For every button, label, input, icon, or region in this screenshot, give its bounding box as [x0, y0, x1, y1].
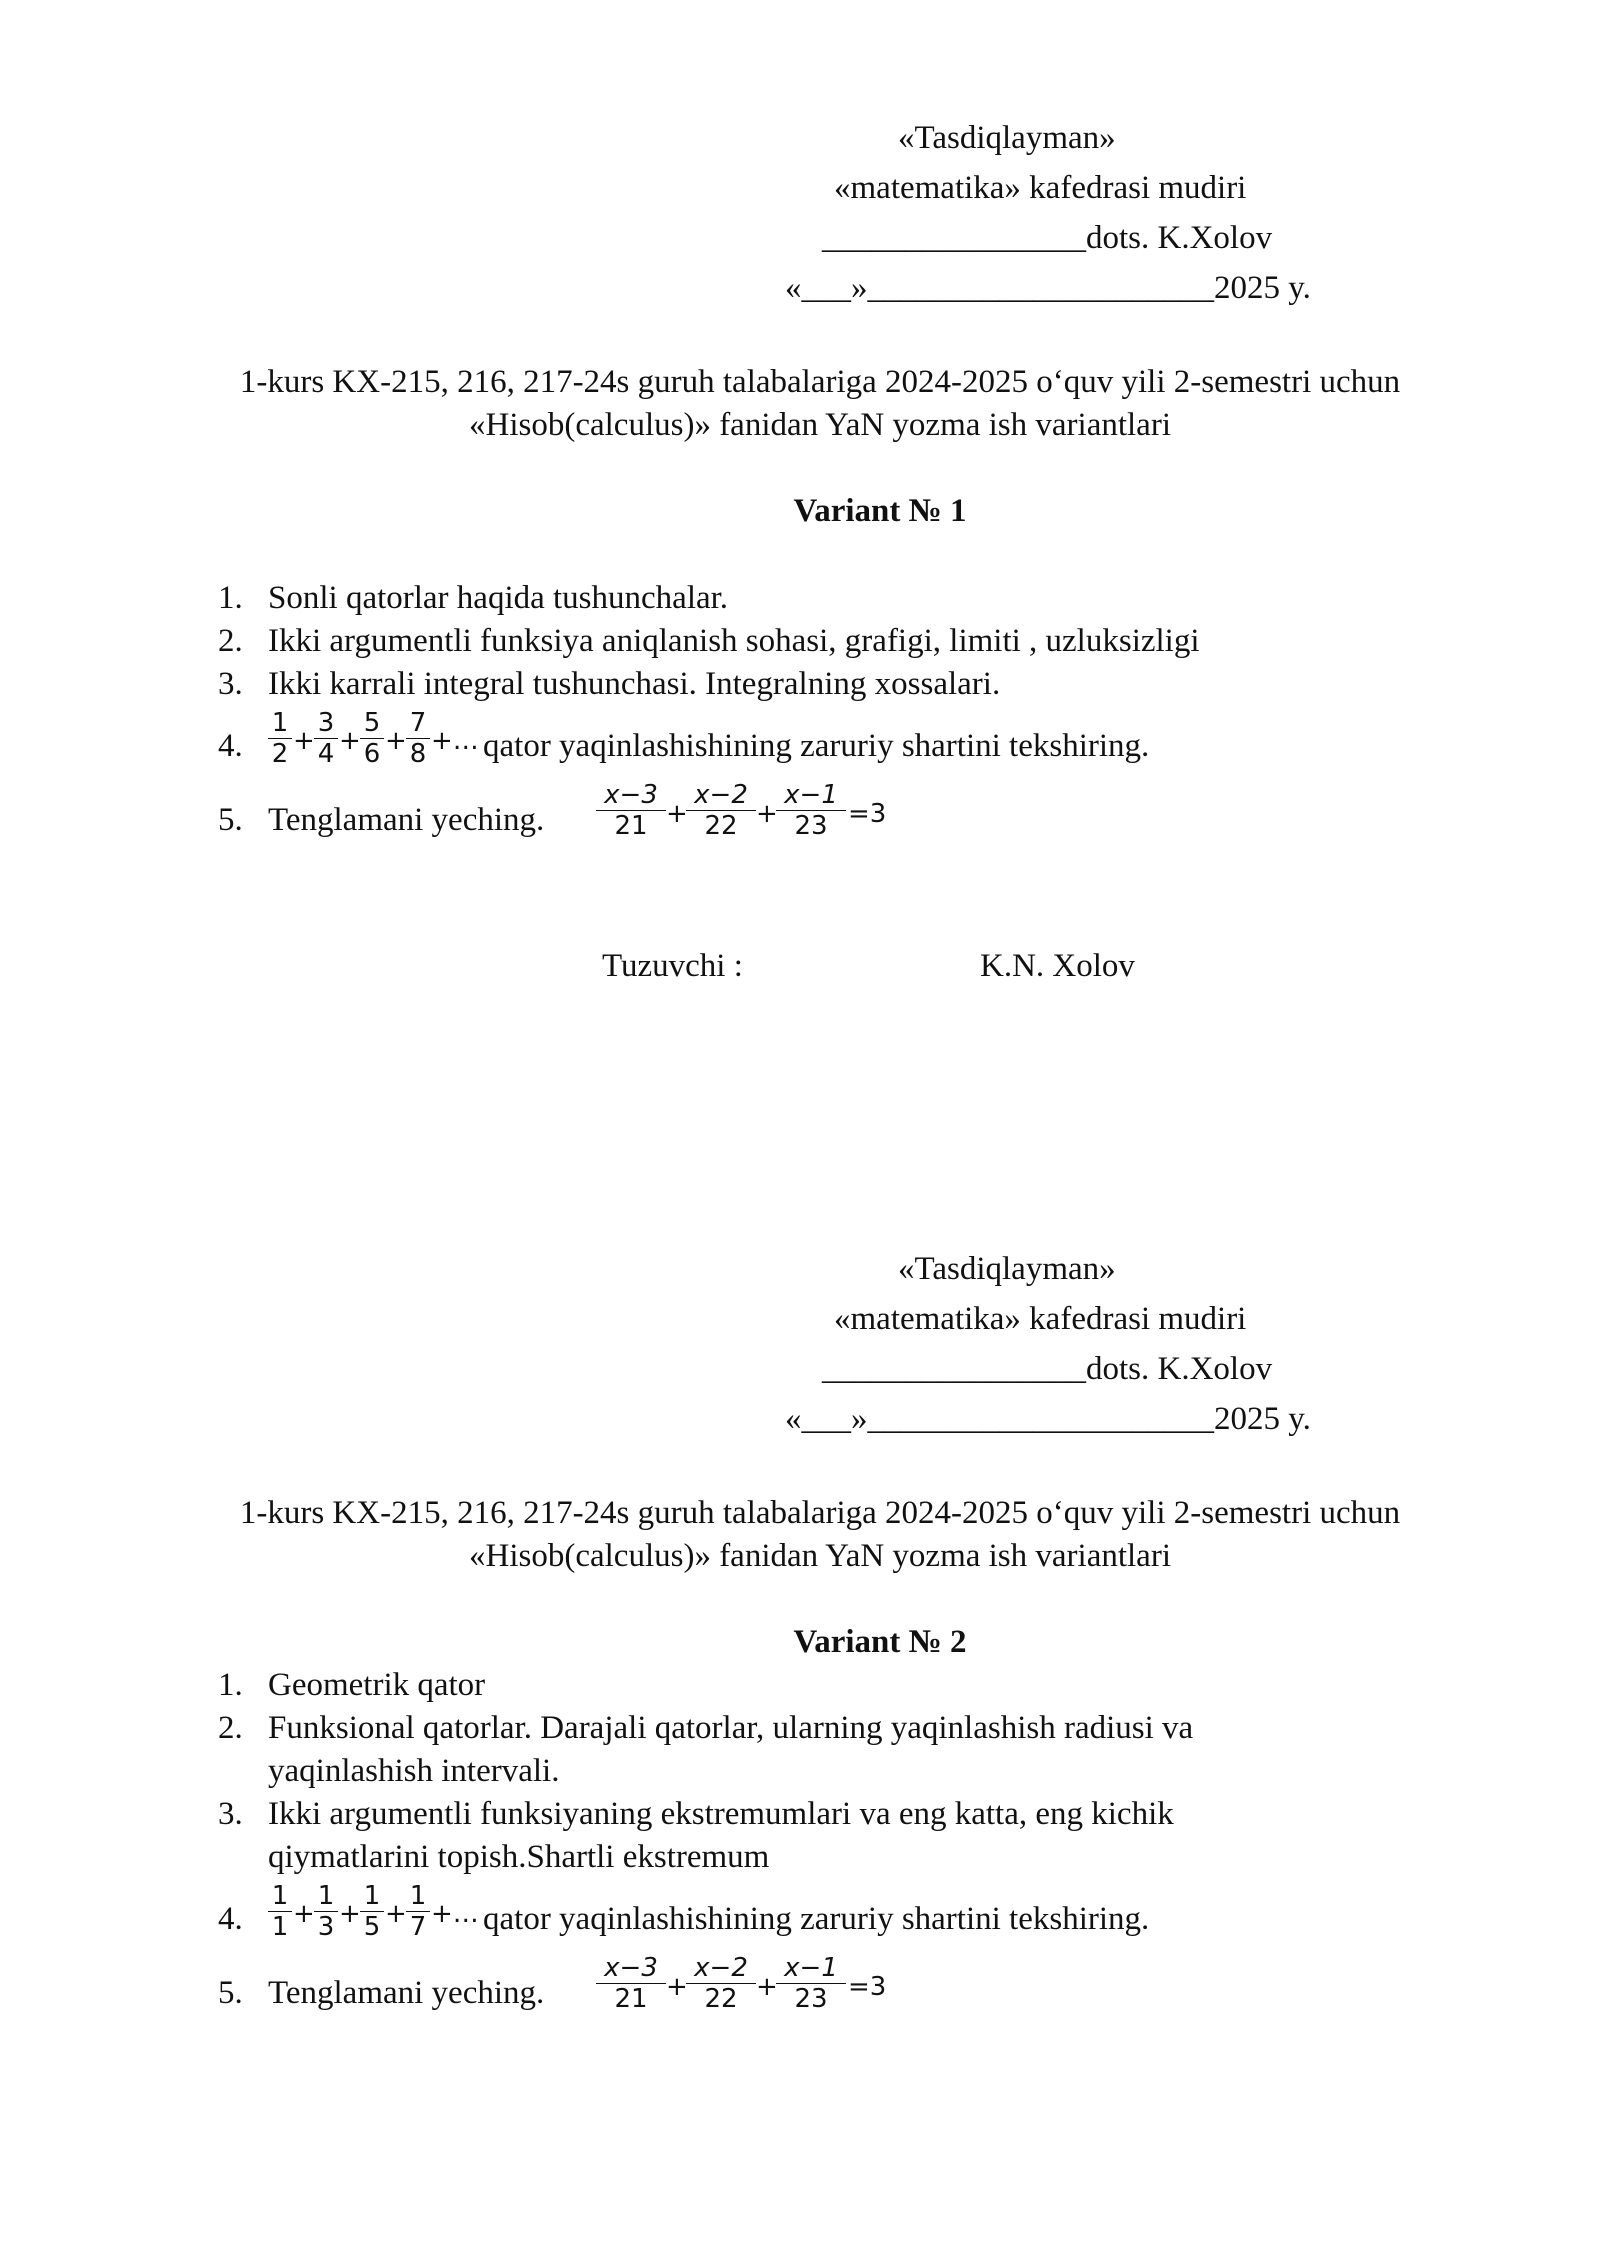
denominator: 22: [704, 1984, 738, 2014]
question-number: 2.: [218, 1710, 243, 1746]
question-number: 5.: [218, 802, 243, 838]
plus-sign: +: [293, 726, 315, 756]
series-tail: +…: [431, 726, 479, 756]
equation-rhs: =3: [848, 1972, 887, 2002]
question-number: 2.: [218, 623, 243, 659]
question-number: 5.: [218, 1975, 243, 2011]
denominator: 8: [409, 739, 427, 769]
denominator: 7: [409, 1912, 427, 1942]
question-text: Ikki argumentli funksiya aniqlanish sohasi, grafigi, limiti , uzluksizligi: [268, 623, 1200, 659]
question-item: [218, 1712, 1193, 1745]
plus-sign: +: [385, 726, 407, 756]
plus-sign: +: [756, 1972, 778, 2002]
numerator: x−2: [694, 780, 748, 810]
plus-sign: +: [666, 799, 688, 829]
denominator: 3: [317, 1912, 335, 1942]
variant-title: Variant № 1: [793, 493, 967, 529]
question-item: [218, 1798, 1174, 1831]
denominator: 23: [794, 1984, 828, 2014]
numerator: x−1: [784, 1953, 838, 1983]
fraction: [776, 782, 846, 839]
approval-line-1: «Tasdiqlayman»: [898, 120, 1116, 156]
document-title-line-2: «Hisob(calculus)» fanidan YaN yozma ish variantlari: [469, 1538, 1171, 1574]
fraction: [406, 710, 430, 767]
fraction: [360, 710, 384, 767]
fraction: [686, 1955, 756, 2012]
fraction: [406, 1883, 430, 1940]
question-item: [218, 804, 544, 837]
signature-name: K.N. Xolov: [980, 948, 1135, 984]
question-number: 1.: [218, 1667, 243, 1703]
fraction: [360, 1883, 384, 1940]
fraction: [268, 710, 292, 767]
denominator: 5: [363, 1912, 381, 1942]
denominator: 21: [614, 811, 648, 841]
plus-sign: +: [293, 1899, 315, 1929]
numerator: x−3: [604, 1953, 658, 1983]
approval-line-2: «matematika» kafedrasi mudiri: [834, 1301, 1247, 1337]
fraction: [596, 782, 666, 839]
question-text: Sonli qatorlar haqida tushunchalar.: [268, 580, 729, 616]
fraction: [686, 782, 756, 839]
question-item: [218, 625, 1200, 658]
variant-title: Variant № 2: [793, 1624, 967, 1660]
denominator: 22: [704, 811, 738, 841]
fraction: [596, 1955, 666, 2012]
fraction: [314, 710, 338, 767]
document-title-line-1: 1-kurs KX-215, 216, 217-24s guruh talabalariga 2024-2025 o‘quv yili 2-semestri uchun: [239, 364, 1401, 400]
denominator: 4: [317, 739, 335, 769]
question-number: 4.: [218, 728, 243, 764]
document-title-line-1: 1-kurs KX-215, 216, 217-24s guruh talabalariga 2024-2025 o‘quv yili 2-semestri uchun: [239, 1495, 1401, 1531]
question-text: qator yaqinlashishining zaruriy shartini tekshiring.: [483, 1901, 1150, 1937]
approval-line-3: ________________dots. K.Xolov: [822, 1351, 1273, 1387]
document-title-line-2: «Hisob(calculus)» fanidan YaN yozma ish variantlari: [469, 407, 1171, 443]
numerator: 1: [363, 1881, 381, 1911]
question-text: Tenglamani yeching.: [268, 1975, 545, 2011]
numerator: 1: [271, 708, 289, 738]
question-number: 4.: [218, 1901, 243, 1937]
approval-line-4: «___»_____________________2025 y.: [785, 1401, 1311, 1437]
question-text: Tenglamani yeching.: [268, 802, 545, 838]
question-item: [218, 1669, 485, 1702]
approval-line-4: «___»_____________________2025 y.: [785, 270, 1311, 306]
signature-label: Tuzuvchi :: [602, 948, 743, 984]
equation-rhs: =3: [848, 799, 887, 829]
question-number: 1.: [218, 580, 243, 616]
plus-sign: +: [666, 1972, 688, 2002]
numerator: 7: [409, 708, 427, 738]
question-number: 3.: [218, 1796, 243, 1832]
question-text: Ikki karrali integral tushunchasi. Integralning xossalari.: [268, 666, 1001, 702]
approval-line-1: «Tasdiqlayman»: [898, 1251, 1116, 1287]
question-number: 3.: [218, 666, 243, 702]
denominator: 6: [363, 739, 381, 769]
plus-sign: +: [339, 726, 361, 756]
fraction: [776, 1955, 846, 2012]
numerator: 3: [317, 708, 335, 738]
question-text: Ikki argumentli funksiyaning ekstremumlari va eng katta, eng kichik: [268, 1796, 1174, 1832]
series-tail: +…: [431, 1899, 479, 1929]
numerator: 1: [409, 1881, 427, 1911]
numerator: 1: [317, 1881, 335, 1911]
question-item: [218, 1977, 544, 2010]
approval-line-3: ________________dots. K.Xolov: [822, 220, 1273, 256]
question-item: [218, 582, 728, 615]
numerator: 5: [363, 708, 381, 738]
denominator: 23: [794, 811, 828, 841]
denominator: 1: [271, 1912, 289, 1942]
question-text: qator yaqinlashishining zaruriy shartini tekshiring.: [483, 728, 1150, 764]
question-item: [218, 668, 1000, 701]
question-text: Funksional qatorlar. Darajali qatorlar, ularning yaqinlashish radiusi va: [268, 1710, 1194, 1746]
denominator: 2: [271, 739, 289, 769]
question-text-continued: qiymatlarini topish.Shartli ekstremum: [268, 1839, 770, 1875]
numerator: x−3: [604, 780, 658, 810]
approval-line-2: «matematika» kafedrasi mudiri: [834, 170, 1247, 206]
plus-sign: +: [756, 799, 778, 829]
numerator: x−2: [694, 1953, 748, 1983]
question-text: Geometrik qator: [268, 1667, 486, 1703]
numerator: x−1: [784, 780, 838, 810]
numerator: 1: [271, 1881, 289, 1911]
denominator: 21: [614, 1984, 648, 2014]
plus-sign: +: [385, 1899, 407, 1929]
plus-sign: +: [339, 1899, 361, 1929]
fraction: [314, 1883, 338, 1940]
fraction: [268, 1883, 292, 1940]
question-text-continued: yaqinlashish intervali.: [268, 1753, 560, 1789]
